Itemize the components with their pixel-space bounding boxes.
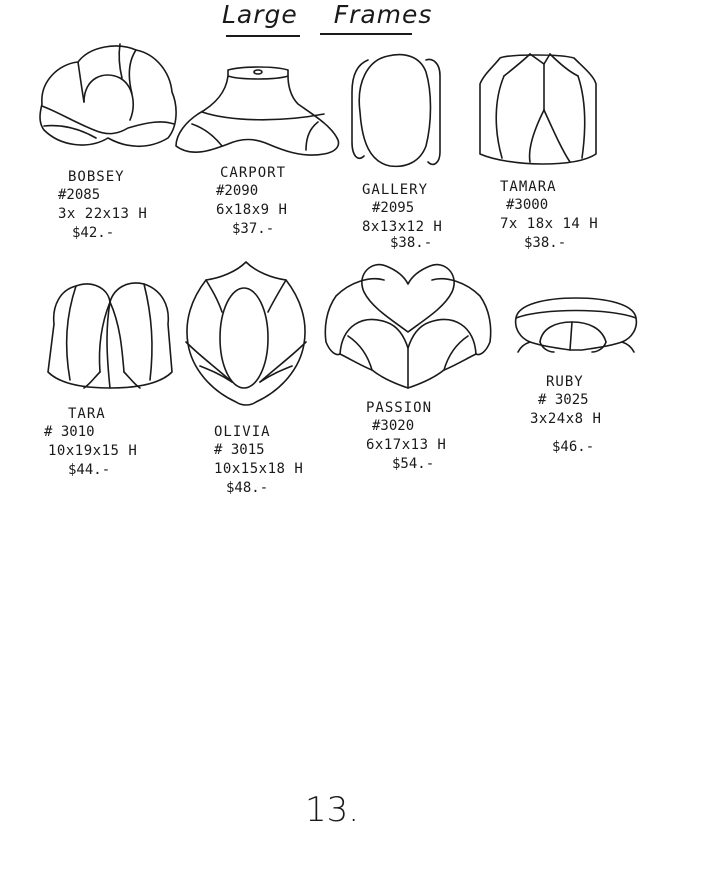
product-code: # 3010	[44, 424, 95, 440]
product-code: #2095	[372, 200, 415, 216]
product-dimensions: 3x 22x13 H	[58, 206, 148, 222]
product-name: TAMARA	[500, 179, 557, 195]
product-price: $37.-	[232, 221, 275, 237]
title-underline-right	[320, 33, 412, 35]
product-code: # 3025	[538, 392, 589, 408]
product-price: $46.-	[552, 439, 595, 455]
bobsey-shade-drawing	[38, 42, 180, 152]
product-label-passion	[366, 401, 446, 471]
carport-shade-drawing	[172, 64, 344, 160]
page-title	[222, 0, 432, 29]
product-dimensions: 6x18x9 H	[216, 202, 288, 218]
product-label-gallery	[362, 183, 442, 250]
title-underline-left	[226, 35, 300, 37]
product-code: #3000	[506, 197, 549, 213]
product-code: # 3015	[214, 442, 265, 458]
product-dimensions: 10x19x15 H	[48, 443, 138, 459]
product-name: BOBSEY	[68, 169, 125, 185]
page-number: 13.	[305, 790, 360, 830]
product-dimensions: 8x13x12 H	[362, 219, 443, 235]
product-name: OLIVIA	[214, 424, 271, 440]
product-dimensions: 10x15x18 H	[214, 461, 304, 477]
product-name: TARA	[68, 406, 106, 422]
passion-shade-drawing	[322, 256, 494, 394]
product-code: #2085	[58, 187, 101, 203]
product-name: GALLERY	[362, 182, 429, 198]
product-name: RUBY	[546, 374, 584, 390]
product-label-bobsey	[58, 170, 147, 240]
product-name: CARPORT	[220, 165, 287, 181]
product-price: $54.-	[392, 456, 435, 472]
product-price: $44.-	[68, 462, 111, 478]
olivia-shade-drawing	[180, 258, 312, 410]
tara-shade-drawing	[44, 276, 176, 390]
product-label-tamara	[500, 180, 598, 250]
product-price: $42.-	[72, 225, 115, 241]
product-dimensions: 7x 18x 14 H	[500, 216, 599, 232]
tamara-shade-drawing	[474, 50, 602, 168]
product-label-ruby	[530, 375, 601, 454]
product-dimensions: 3x24x8 H	[530, 411, 602, 427]
product-price: $48.-	[226, 480, 269, 496]
ruby-shade-drawing	[512, 294, 640, 360]
product-code: #3020	[372, 418, 415, 434]
product-name: PASSION	[366, 400, 433, 416]
product-price: $38.-	[390, 235, 433, 251]
title-word-large: Large	[222, 0, 298, 29]
product-dimensions: 6x17x13 H	[366, 437, 447, 453]
product-label-carport	[216, 166, 287, 236]
gallery-shade-drawing	[346, 52, 464, 174]
product-label-tara	[44, 407, 137, 477]
product-code: #2090	[216, 183, 259, 199]
title-word-frames: Frames	[333, 0, 433, 29]
product-label-olivia	[214, 425, 303, 495]
product-price: $38.-	[524, 235, 567, 251]
